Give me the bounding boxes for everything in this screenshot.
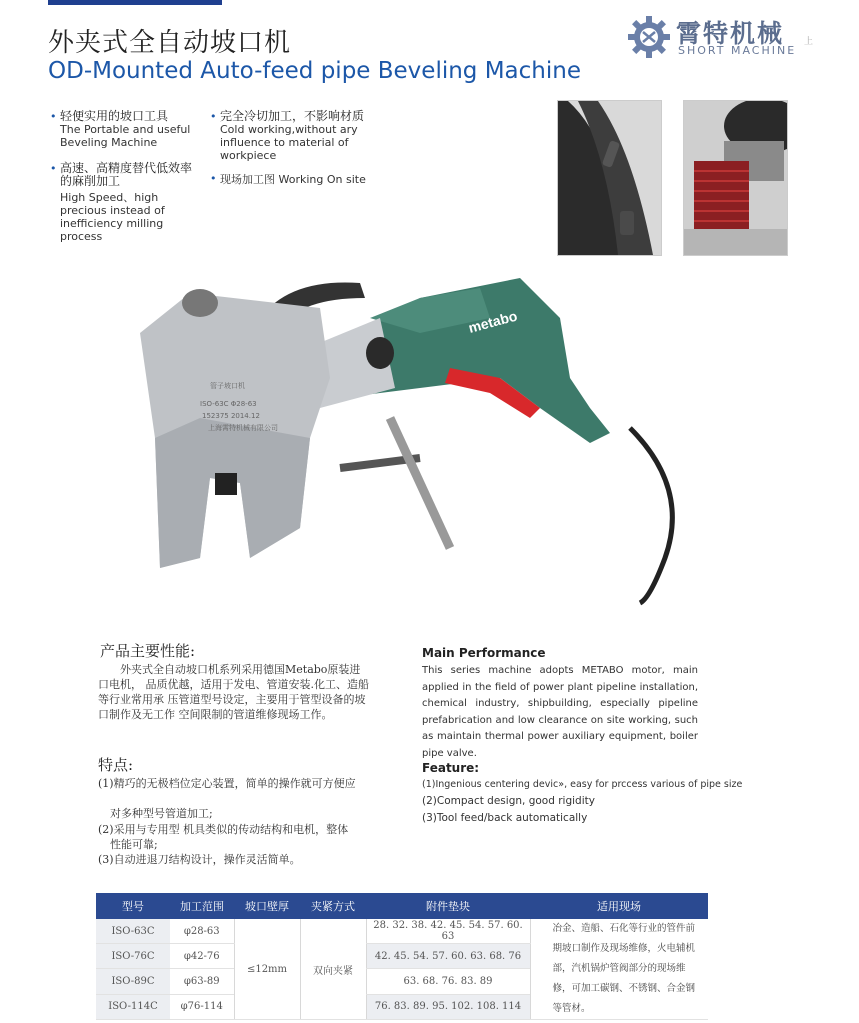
feature-item bbox=[60, 162, 200, 243]
cell-site: 冶金、造船、石化等行业的管件前期坡口制作及现场维修，火电辅机部，汽机锅炉管阀部分的现场维修，可加工碳钢、不锈钢、合金钢等管材。 bbox=[530, 919, 708, 1020]
col-header: 坡口壁厚 bbox=[234, 893, 300, 919]
detail-photo-switch bbox=[557, 100, 662, 256]
cell-pads: 42. 45. 54. 57. 60. 63. 68. 76 bbox=[366, 944, 530, 969]
cell-pads: 63. 68. 76. 83. 89 bbox=[366, 969, 530, 994]
performance-title-cn: 产品主要性能: bbox=[100, 642, 196, 660]
feature-line-en: (3)Tool feed/back automatically bbox=[422, 812, 588, 824]
logo-text-en: SHORT MACHINE bbox=[678, 44, 797, 57]
feature-en: Cold working,without ary influence to material of workpiece bbox=[220, 123, 358, 162]
feature-cn: 轻便实用的坡口工具 bbox=[60, 109, 169, 123]
cell-model: ISO-76C bbox=[96, 944, 170, 969]
nameplate-line: 152375 2014.12 bbox=[202, 412, 260, 420]
table-header-row bbox=[96, 893, 708, 919]
spec-table bbox=[96, 893, 708, 1020]
company-logo bbox=[624, 12, 824, 62]
feature-item bbox=[220, 173, 370, 186]
feature-line-en: (2)Compact design, good rigidity bbox=[422, 795, 595, 807]
bullet-icon: • bbox=[50, 110, 57, 123]
feature-en: The Portable and useful Beveling Machine bbox=[60, 123, 191, 149]
performance-body-cn: 外夹式全自动坡口机系列采用德国Metabo原装进口电机， 品质优越，适用于发电、管道安装.化工、造船等行业常用承 压管道型号设定，主要用于管型设备的坡口制作及无工作 空间限制的管道维修现场工作。 bbox=[98, 663, 369, 721]
feature-en: High Speed、high precious instead of inefficiency milling process bbox=[60, 191, 165, 243]
cell-range: φ63-89 bbox=[170, 969, 234, 994]
feature-line-cn: 对多种型号管道加工; bbox=[110, 807, 213, 820]
nameplate-line: ISO-63C Φ28-63 bbox=[200, 400, 257, 408]
cell-model: ISO-63C bbox=[96, 919, 170, 944]
cell-model: ISO-114C bbox=[96, 994, 170, 1019]
col-header: 适用现场 bbox=[530, 893, 708, 919]
col-header: 加工范围 bbox=[170, 893, 234, 919]
page-title-cn: 外夹式全自动坡口机 bbox=[48, 28, 292, 58]
cell-range: φ42-76 bbox=[170, 944, 234, 969]
feature-line-cn: (2)采用与专用型 机具类似的传动结构和电机，整体 bbox=[98, 823, 349, 836]
feature-line-cn: (1)精巧的无极档位定心装置，简单的操作就可方便应 bbox=[98, 777, 356, 790]
cell-clamping: 双向夹紧 bbox=[300, 919, 366, 1020]
beveling-machine-photo bbox=[120, 258, 700, 608]
bullet-icon: • bbox=[210, 110, 217, 123]
cell-pads: 28. 32. 38. 42. 45. 54. 57. 60. 63 bbox=[366, 919, 530, 944]
col-header: 夹紧方式 bbox=[300, 893, 366, 919]
performance-title-en: Main Performance bbox=[422, 646, 546, 660]
feature-line-cn: 性能可靠; bbox=[110, 838, 158, 851]
features-title-cn: 特点: bbox=[98, 756, 134, 774]
feature-cn: 高速、高精度替代低效率的麻削加工 bbox=[60, 161, 193, 188]
feature-line-cn: (3)自动进退刀结构设计，操作灵活简单。 bbox=[98, 853, 301, 866]
cell-range: φ28-63 bbox=[170, 919, 234, 944]
edge-mark: 上 bbox=[804, 37, 814, 47]
cell-pads: 76. 83. 89. 95. 102. 108. 114 bbox=[366, 994, 530, 1019]
drill-brand-text: metabo bbox=[466, 307, 519, 336]
feature-item bbox=[60, 110, 200, 149]
features-title-en: Feature: bbox=[422, 761, 480, 775]
detail-photo-collet bbox=[683, 100, 788, 256]
header-accent-bar bbox=[48, 0, 222, 5]
cell-wall-thickness: ≤12mm bbox=[234, 919, 300, 1020]
performance-body-en: This series machine adopts METABO motor, main applied in the field of power plant pipeline installation, chemical industry, shipbuilding, especially pipeline prefabrication and low clearance on site working, such as maintain thermal power auxiliary equipment, boiler pipe valve. bbox=[422, 665, 698, 759]
feature-line-en: (1)Ingenious centering devic», easy for prccess various of pipe size bbox=[422, 779, 743, 790]
gear-logo-icon bbox=[626, 14, 672, 60]
table-row bbox=[96, 919, 708, 944]
nameplate-line: 管子坡口机 bbox=[210, 382, 245, 390]
nameplate-line: 上海霄特机械有限公司 bbox=[208, 424, 278, 432]
feature-item bbox=[220, 110, 365, 162]
col-header: 附件垫块 bbox=[366, 893, 530, 919]
cell-range: φ76-114 bbox=[170, 994, 234, 1019]
bullet-icon: • bbox=[50, 162, 57, 175]
feature-cn: 现场加工图 Working On site bbox=[220, 173, 366, 186]
col-header: 型号 bbox=[96, 893, 170, 919]
cell-model: ISO-89C bbox=[96, 969, 170, 994]
feature-cn: 完全冷切加工，不影响材质 bbox=[220, 109, 365, 123]
bullet-icon: • bbox=[210, 172, 217, 185]
page-title-en: OD-Mounted Auto-feed pipe Beveling Machine bbox=[48, 58, 581, 84]
logo-text-cn: 霄特机械 bbox=[676, 19, 785, 48]
